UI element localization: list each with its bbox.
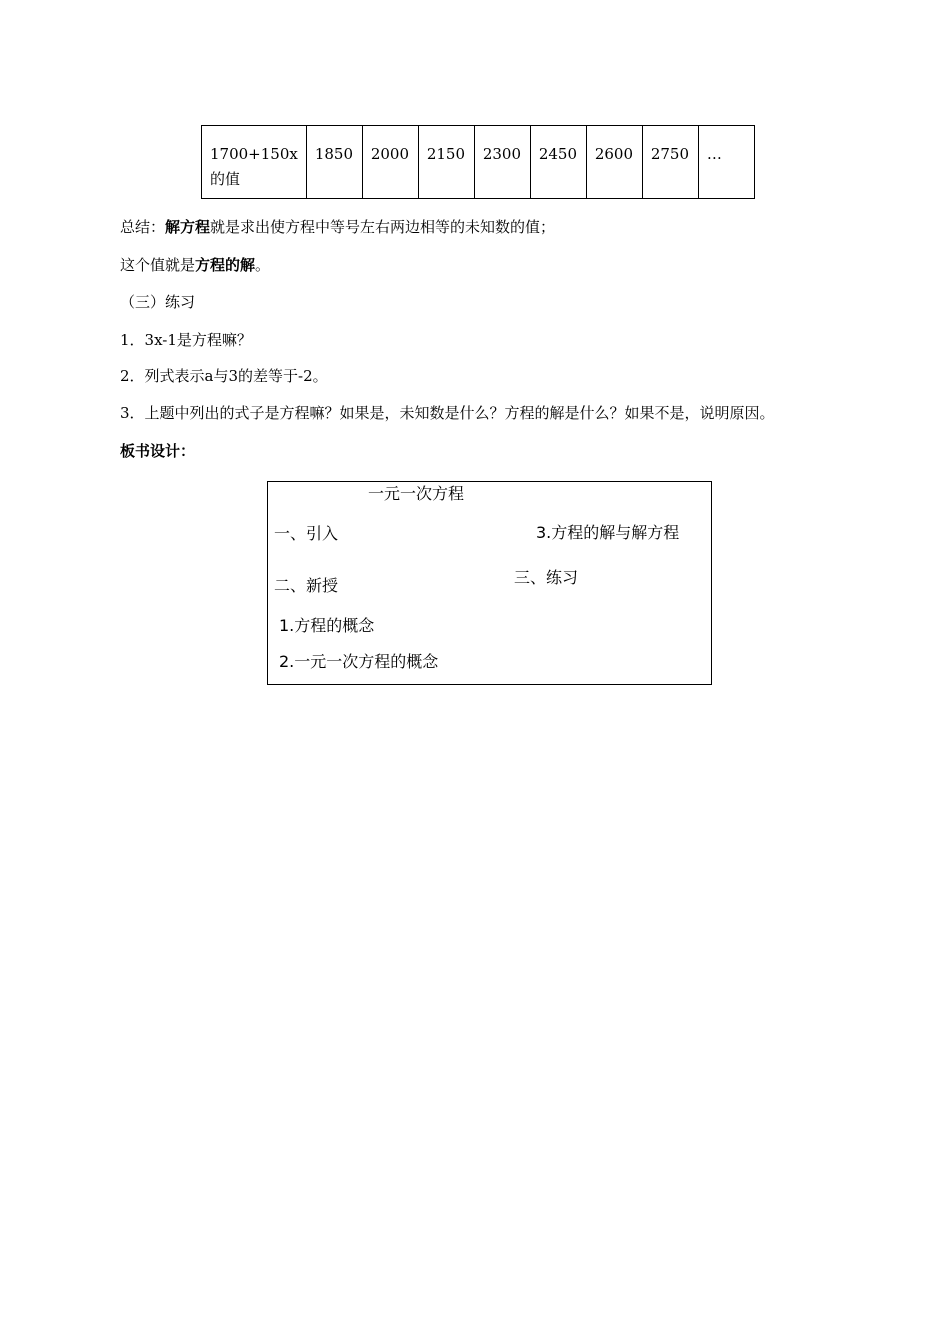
summary-term-solve: 解方程	[165, 218, 211, 236]
table-cell: 2000	[362, 126, 418, 199]
table-cell: 2150	[418, 126, 474, 199]
header-expression: 1700+150x	[210, 145, 298, 163]
board-intro: 一、引入	[274, 524, 339, 543]
practice-item-2: 2．列式表示a与3的差等于-2。	[120, 367, 328, 385]
table-cell: 2600	[586, 126, 642, 199]
practice-heading: （三）练习	[120, 293, 196, 311]
table-cell: 2450	[530, 126, 586, 199]
header-suffix: 的值	[210, 170, 241, 188]
summary-text-2: 这个值就是	[120, 256, 196, 274]
summary-line-1	[120, 217, 555, 237]
board-concept-2: 2.一元一次方程的概念	[279, 652, 439, 671]
board-solution: 3.方程的解与解方程	[536, 523, 680, 542]
table-cell: 2750	[642, 126, 698, 199]
summary-line-2	[120, 255, 270, 275]
board-heading: 板书设计：	[120, 442, 196, 460]
summary-end: 。	[255, 256, 271, 274]
practice-item-1: 1．3x-1是方程嘛？	[120, 331, 252, 349]
table-row	[202, 126, 755, 199]
summary-text-1: 就是求出使方程中等号左右两边相等的未知数的值；	[210, 218, 556, 236]
board-title: 一元一次方程	[368, 484, 465, 503]
table-cell: 2300	[474, 126, 530, 199]
summary-prefix: 总结：	[120, 218, 166, 236]
board-concept-1: 1.方程的概念	[279, 616, 375, 635]
summary-term-solution: 方程的解	[195, 256, 256, 274]
table-cell-ellipsis: …	[698, 126, 754, 199]
board-new: 二、新授	[274, 576, 339, 595]
value-table	[201, 125, 755, 199]
practice-item-3: 3．上题中列出的式子是方程嘛？如果是，未知数是什么？方程的解是什么？如果不是，说明原因。	[120, 404, 775, 422]
board-exercise: 三、练习	[514, 568, 579, 587]
board-design-box	[267, 481, 712, 685]
table-cell: 1850	[306, 126, 362, 199]
table-header-cell	[202, 126, 307, 199]
